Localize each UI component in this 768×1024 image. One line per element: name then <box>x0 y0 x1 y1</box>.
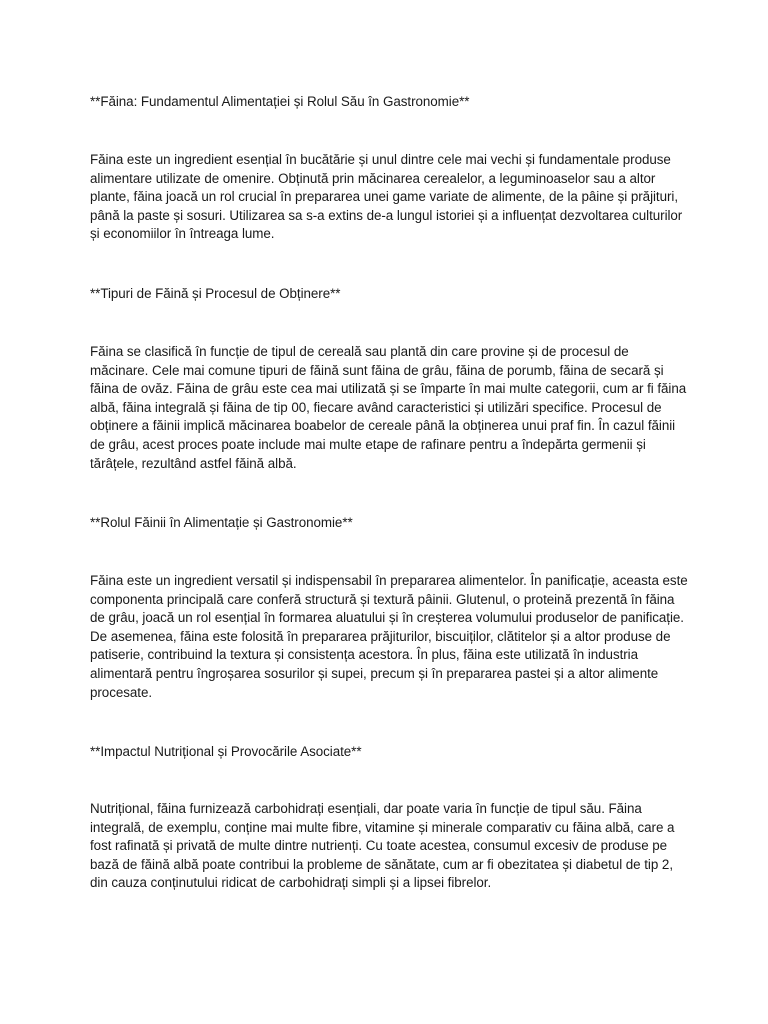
section-paragraph-role: Făina este un ingredient versatil și indispensabil în prepararea alimentelor. În panificație, aceasta este componenta principală care conferă structură și textură pâinii. Glutenul, o proteină prezentă în făina de grâu, joacă un rol esențial în formarea aluatului și în creșterea volumului produselor de panificație. De asemenea, făina este folosită în prepararea prăjiturilor, biscuiților, clătitelor și a altor produse de patiserie, contribuind la textura și consistența acestora. În plus, făina este utilizată în industria alimentară pentru îngroșarea sosurilor și supei, precum și în prepararea pastei și a altor alimente procesate. <box>90 573 688 700</box>
section-paragraph-intro: Făina este un ingredient esențial în bucătărie și unul dintre cele mai vechi și fundamentale produse alimentare utilizate de omenire. Obținută prin măcinarea cerealelor, a leguminoaselor sau a altor plante, făina joacă un rol crucial în prepararea unei game variate de alimente, de la pâine și prăjituri, până la paste și sosuri. Utilizarea sa s-a extins de-a lungul istoriei și a influențat dezvoltarea culturilor și economiilor în întreaga lume. <box>90 152 683 242</box>
section-paragraph-nutrition: Nutrițional, făina furnizează carbohidrați esențiali, dar poate varia în funcție de tipul său. Făina integrală, de exemplu, conține mai multe fibre, vitamine și minerale comparativ cu făina albă, care a fost rafinată și privată de multe dintre nutrienți. Cu toate acestea, consumul excesiv de produse pe bază de făină albă poate contribui la probleme de sănătate, cum ar fi obezitatea și diabetul de tip 2, din cauza conținutului ridicat de carbohidrați simpli și a lipsei fibrelor. <box>90 801 675 891</box>
section-heading-intro: **Făina: Fundamentul Alimentației și Rolul Său în Gastronomie** <box>90 94 470 109</box>
section-heading-role: **Rolul Făinii în Alimentație și Gastronomie** <box>90 515 353 530</box>
section-paragraph-types: Făina se clasifică în funcție de tipul de cereală sau plantă din care provine și de procesul de măcinare. Cele mai comune tipuri de făină sunt făina de grâu, făina de porumb, făina de secară și făina de ovăz. Făina de grâu este cea mai utilizată și se împarte în mai multe categorii, cum ar fi făina albă, făina integrală și făina de tip 00, fiecare având caracteristici și utilizări specifice. Procesul de obținere a făinii implică măcinarea boabelor de cereale până la obținerea unui praf fin. În cazul făinii de grâu, acest proces poate include mai multe etape de rafinare pentru a îndepărta germenii și tărâțele, rezultând astfel făină albă. <box>90 344 687 471</box>
section-heading-types: **Tipuri de Făină și Procesul de Obținere** <box>90 286 341 301</box>
section-heading-nutrition: **Impactul Nutrițional și Provocările Asociate** <box>90 744 362 759</box>
